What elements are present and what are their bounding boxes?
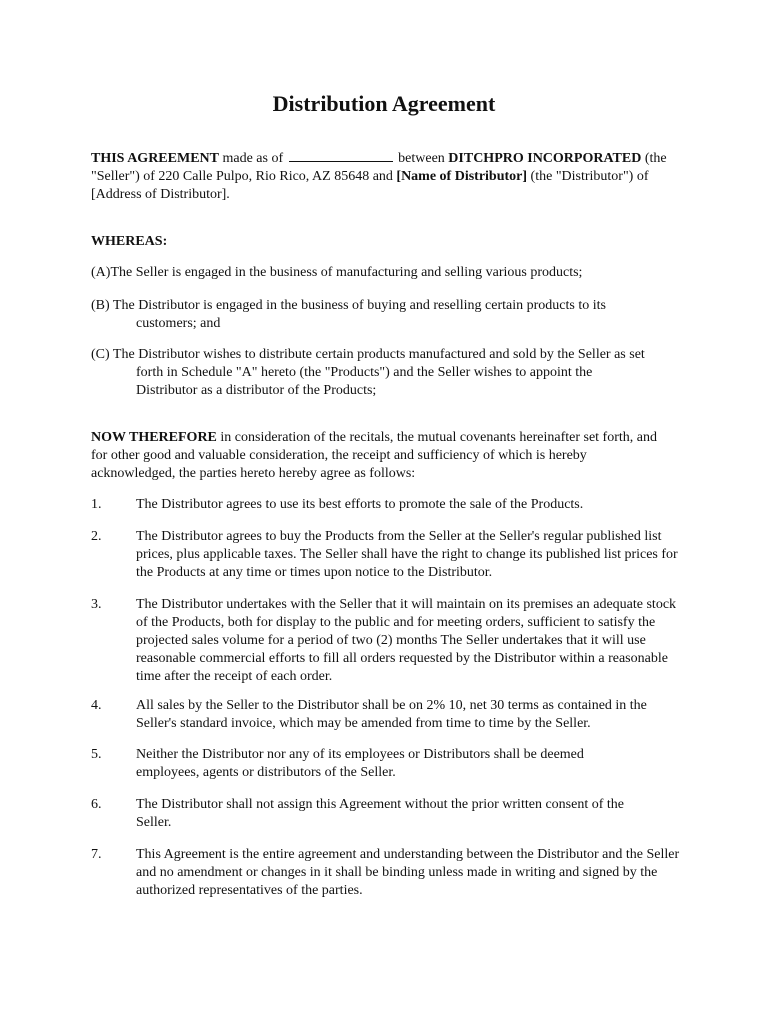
clause-number: 7. [91, 847, 102, 862]
date-blank-line [289, 149, 393, 162]
recital-label: (C) [91, 347, 110, 362]
recital-text-continued: forth in Schedule "A" hereto (the "Products") and the Seller wishes to appoint the Distributor as a distributor of the Products; [136, 365, 593, 398]
clause-number: 2. [91, 529, 102, 544]
now-therefore-paragraph [91, 429, 671, 483]
clause-number: 6. [91, 797, 102, 812]
clause-item [91, 528, 681, 582]
now-therefore-text: in consideration of the recitals, the mutual covenants hereinafter set forth, and for other good and valuable consideration, the receipt and sufficiency of which is hereby acknowledged, the parties hereto hereby agree as follows: [91, 430, 657, 481]
clause-text: The Distributor undertakes with the Seller that it will maintain on its premises an adequate stock of the Products, both for display to the public and for meeting orders, sufficient to satisfy the projected sales volume for a period of two (2) months The Seller undertakes that it will use reasonable commercial efforts to fill all orders requested by the Distributor within a reasonable time after the receipt of each order. [136, 597, 677, 684]
intro-lead: THIS AGREEMENT [91, 151, 219, 166]
recital-item [91, 264, 691, 282]
clause-item [91, 697, 681, 733]
clause-item [91, 496, 681, 514]
whereas-heading: WHEREAS: [91, 234, 168, 249]
recital-text: The Distributor wishes to distribute certain products manufactured and sold by the Seller as set [112, 347, 645, 362]
clause-item [91, 846, 681, 900]
now-therefore-lead: NOW THEREFORE [91, 430, 217, 445]
recital-item [91, 346, 691, 400]
clause-text: The Distributor agrees to use its best efforts to promote the sale of the Products. [136, 497, 584, 512]
recital-text-continued: customers; and [136, 316, 221, 331]
document-title: Distribution Agreement [272, 91, 496, 116]
clause-item [91, 746, 681, 782]
clause-text: The Distributor shall not assign this Agreement without the prior written consent of the Seller. [136, 797, 624, 830]
clause-number: 4. [91, 698, 102, 713]
intro-made-as-of: made as of [218, 151, 287, 166]
intro-between: between [394, 151, 449, 166]
clause-text: All sales by the Seller to the Distributor shall be on 2% 10, net 30 terms as contained in the Seller's standard invoice, which may be amended from time to time by the Seller. [136, 698, 647, 731]
clause-text: The Distributor agrees to buy the Products from the Seller at the Seller's regular published list prices, plus applicable taxes. The Seller shall have the right to change its published list prices for the Products at any time or times upon notice to the Distributor. [136, 529, 678, 580]
clause-text: Neither the Distributor nor any of its employees or Distributors shall be deemed employees, agents or distributors of the Seller. [136, 747, 584, 780]
clause-number: 5. [91, 747, 102, 762]
clause-number: 1. [91, 497, 102, 512]
distributor-description: (the "Distributor") of [Address of Distributor]. [91, 169, 649, 202]
seller-name: DITCHPRO INCORPORATED [448, 151, 642, 166]
recital-label: (A) [91, 265, 111, 280]
recital-label: (B) [91, 298, 110, 313]
clause-item [91, 596, 681, 686]
seller-description: (the "Seller") of 220 Calle Pulpo, Rio Rico, AZ 85648 and [91, 151, 667, 184]
distributor-name: [Name of Distributor] [396, 169, 528, 184]
intro-paragraph [91, 149, 681, 204]
clause-item [91, 796, 681, 832]
clause-number: 3. [91, 597, 102, 612]
recital-text: The Seller is engaged in the business of manufacturing and selling various products; [110, 265, 583, 280]
clause-text: This Agreement is the entire agreement and understanding between the Distributor and the Seller and no amendment or changes in it shall be binding unless made in writing and signed by the authorized representatives of the parties. [136, 847, 680, 898]
recital-text: The Distributor is engaged in the business of buying and reselling certain products to its [112, 298, 606, 313]
recital-item [91, 297, 691, 333]
